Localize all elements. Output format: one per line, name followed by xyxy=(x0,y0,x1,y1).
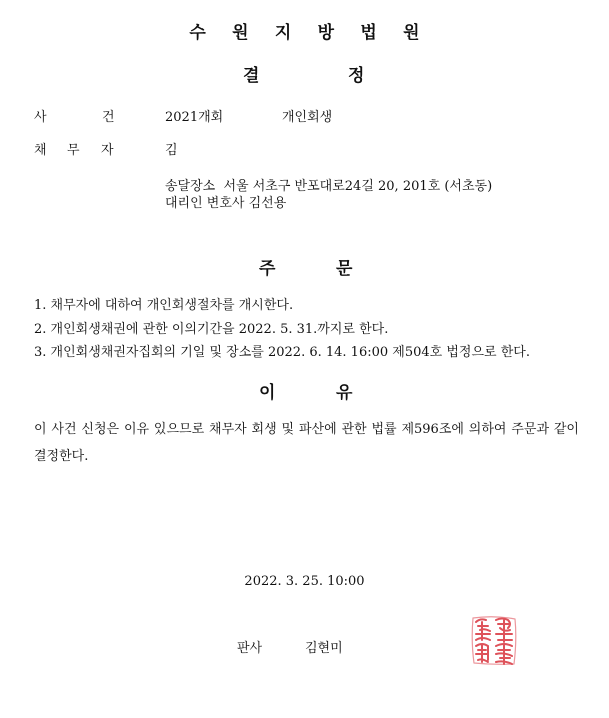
reason-text: 이 사건 신청은 이유 있으므로 채무자 회생 및 파산에 관한 법률 제596조에 의하여 주문과 같이 결정한다. xyxy=(34,422,579,464)
debtor-address: 송달장소 서울 서초구 반포대로24길 20, 201호 (서초동) xyxy=(165,179,493,194)
debtor-name: 김 xyxy=(165,143,178,158)
judge-title: 판사 xyxy=(237,641,263,656)
judge-name: 김현미 xyxy=(305,641,343,656)
debtor-label-char: 채 xyxy=(34,143,47,158)
court-name-char: 방 xyxy=(317,23,335,43)
case-number: 2021개회 xyxy=(165,110,224,125)
doc-type-char: 정 xyxy=(348,66,365,86)
debtor-agent: 대리인 변호사 김선용 xyxy=(165,196,287,211)
court-name-char: 원 xyxy=(232,23,249,43)
court-name-char: 원 xyxy=(403,23,420,43)
court-seal-icon xyxy=(470,614,518,666)
reason-heading-char: 유 xyxy=(336,383,353,403)
order-heading-char: 문 xyxy=(336,259,353,279)
debtor-label-char: 자 xyxy=(101,143,114,158)
reason-heading-char: 이 xyxy=(259,383,276,403)
court-name xyxy=(0,18,609,43)
order-item: 2. 개인회생채권에 관한 이의기간을 2022. 5. 31.까지로 한다. xyxy=(34,322,389,337)
court-name-char: 법 xyxy=(360,23,377,43)
case-label-char: 사 xyxy=(34,110,47,125)
order-item: 3. 개인회생채권자집회의 기일 및 장소를 2022. 6. 14. 16:00 제504호 법정으로 한다. xyxy=(34,345,530,360)
order-item: 1. 채무자에 대하여 개인회생절차를 개시한다. xyxy=(34,298,294,313)
decision-date: 2022. 3. 25. 10:00 xyxy=(244,574,365,589)
debtor-label-char: 무 xyxy=(67,143,80,158)
court-name-char: 수 xyxy=(189,23,206,43)
order-heading-char: 주 xyxy=(259,259,276,279)
court-name-char: 지 xyxy=(274,23,292,43)
case-label-char: 건 xyxy=(102,110,115,125)
case-type: 개인회생 xyxy=(282,110,333,125)
doc-type-char: 결 xyxy=(243,66,260,86)
